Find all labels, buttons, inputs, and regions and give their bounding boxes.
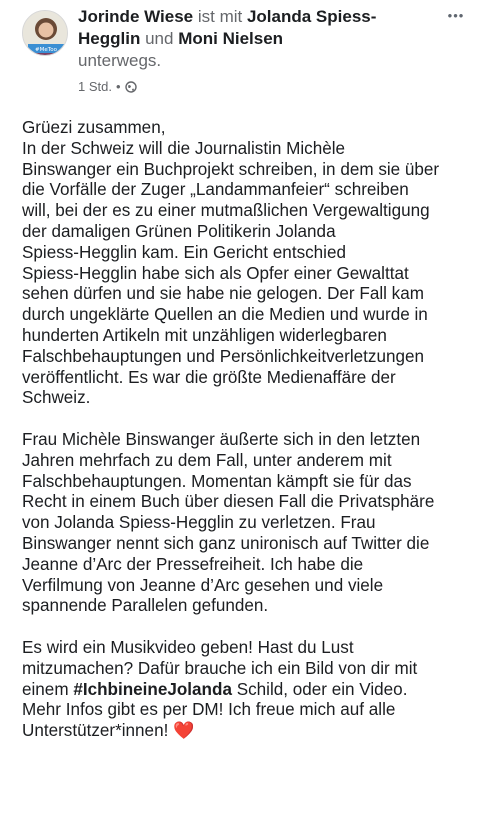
text-line: durch ungeklärte Quellen an die Medien und wurde in xyxy=(22,305,428,325)
post-meta xyxy=(78,79,137,95)
post-time[interactable]: 1 Std. xyxy=(78,79,112,94)
author-name[interactable]: Jorinde Wiese xyxy=(78,7,194,26)
and-text: und xyxy=(145,29,174,48)
text-line: Frau Michèle Binswanger äußerte sich in den letzten xyxy=(22,429,421,449)
tagged-person-2[interactable]: Moni Nielsen xyxy=(178,29,284,48)
globe-icon[interactable] xyxy=(125,81,137,93)
text-line: Jeanne d’Arc der Pressefreiheit. Ich habe die xyxy=(22,554,364,574)
text-line: Jahren mehrfach zu dem Fall, unter anderem mit xyxy=(22,450,392,470)
text-line: die Vorfälle der Zuger „Landammanfeier“ schreiben xyxy=(22,180,409,200)
text-line: Falschbehauptungen und Persönlichkeitverletzungen xyxy=(22,346,424,366)
text-line: hunderten Artikeln mit unzähligen widerlegbaren xyxy=(22,325,387,345)
text-line: Grüezi zusammen, xyxy=(22,118,166,137)
text-line: von Jolanda Spiess-Hegglin zu verletzen. Frau xyxy=(22,513,376,533)
text-line: Falschbehauptungen. Momentan kämpft sie für das xyxy=(22,471,412,491)
text-line: Spiess-Hegglin habe sich als Opfer einer Gewalttat xyxy=(22,263,409,283)
text-line: Verfilmung von Jeanne d’Arc gesehen und viele xyxy=(22,575,384,595)
closing-text: Unterstützer*innen! xyxy=(22,721,174,741)
text-line: der damaligen Grünen Politikerin Jolanda xyxy=(22,221,336,241)
post-header xyxy=(0,0,494,100)
text-line: Recht in einem Buch über diesen Fall die Privatsphäre xyxy=(22,492,435,512)
paragraph-1 xyxy=(22,118,482,409)
text-line: mitzumachen? Dafür brauche ich ein Bild von dir mit xyxy=(22,658,418,678)
text-line-with-emoji xyxy=(22,721,482,742)
text-line-with-hashtag xyxy=(22,680,482,701)
text-line: Binswanger ein Buchprojekt schreiben, in dem sie über xyxy=(22,159,440,179)
paragraph-3 xyxy=(22,638,482,742)
author-avatar[interactable] xyxy=(22,10,68,56)
post-title xyxy=(78,6,438,72)
text-line: spannende Parallelen gefunden. xyxy=(22,596,269,616)
hashtag-suffix: Schild, oder ein Video. xyxy=(231,679,408,699)
text-line: Mehr Infos gibt es per DM! Ich freue mich auf alle xyxy=(22,700,396,720)
with-text: ist mit xyxy=(197,7,243,26)
heart-icon: ❤️ xyxy=(173,721,195,741)
activity-text: unterwegs. xyxy=(78,51,162,70)
meta-separator: • xyxy=(115,79,121,94)
ellipsis-icon: ••• xyxy=(447,8,465,23)
text-line: Binswanger nennt sich ganz unironisch auf Twitter die xyxy=(22,533,430,553)
text-line: sehen dürfen und sie habe nie gelogen. Der Fall kam xyxy=(22,284,424,304)
text-line: will, bei der es zu einer mutmaßlichen Vergewaltigung xyxy=(22,201,430,221)
text-line: Schweiz. xyxy=(22,388,91,408)
text-line: Spiess-Hegglin kam. Ein Gericht entschied xyxy=(22,242,346,262)
tagged-person-1[interactable]: Jolanda Spiess-Hegglin xyxy=(78,7,377,48)
post-body xyxy=(22,118,482,742)
hashtag-link[interactable]: #IchbineineJolanda xyxy=(73,679,232,699)
avatar-image xyxy=(23,11,68,56)
paragraph-2 xyxy=(22,430,482,617)
avatar-badge-text: #MeToo xyxy=(35,47,57,53)
text-line: veröffentlicht. Es war die größte Medienaffäre der xyxy=(22,367,396,387)
text-line: In der Schweiz will die Journalistin Michèle xyxy=(22,138,346,158)
more-options-button[interactable] xyxy=(442,6,470,26)
text-line: Es wird ein Musikvideo geben! Hast du Lust xyxy=(22,637,354,657)
hashtag-prefix: einem xyxy=(22,679,74,699)
